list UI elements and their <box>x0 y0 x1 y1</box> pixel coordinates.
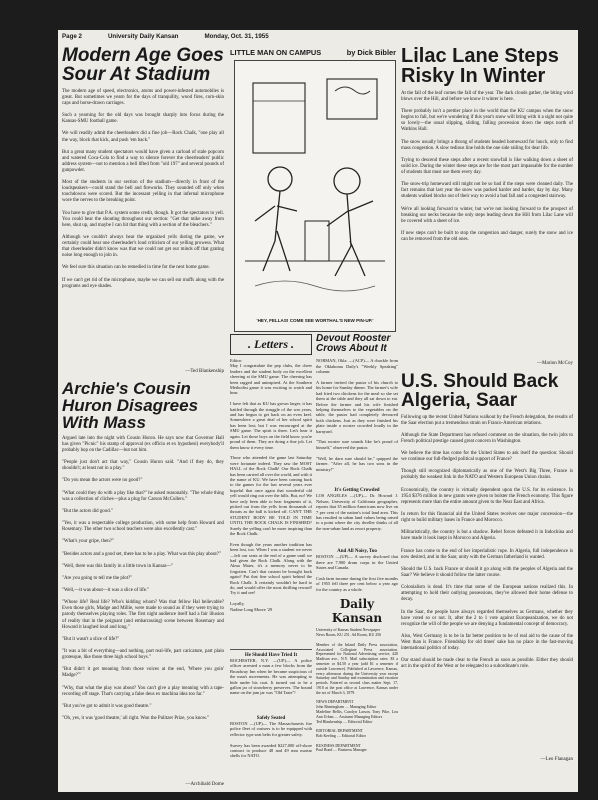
article-rooster-body: NORMAN, Okla. —(ACP)— A chuckle from the Oklahoma Daily's "Weekly Speaking" column: A farmer invited the pastor of his church to his home for Sunday dinner. The farmer's wife had fried two chickens for the meal so she set them at the table and they all sat down to eat. Before the farmer and his wife finished helping themselves to the vegetables on the table, the pastor had completely devoured both chickens. Just as they were finished his plate inside a rooster crowded loudly in the barnyard. "That rooster sure sounds like he's proud of himself," observed the pastor. "Well, he darn sure should be," quipped the farmer. "After all, he has two sons in the ministry!" <box>316 358 398 472</box>
news-crowded-body: LOS ANGELES —(UP)— Dr. Howard J. Nelson, University of California geographer, reports that 35 million Americans now live on 7 per cent of the nation's total land area. This has resulted in urban land values being raised to a point where the city dweller thinks of all the non-urban land as resort property. <box>316 493 400 531</box>
article-modern-age-body: The modern age of speed, electronics, atoms and power-infested automobiles is great. But sometimes we yearn for the days of tranquility, wood fires, corn-skin caps and horse-drawn carriages. Such a yearning for the old days was brought sharply into focus during the Kansas-SMU football game. We will readily admit the cheerleaders did a fine job—Rock Chalk, "one play all the way, block that kick, and push 'em back." But a great many student spectators would have given a carload of stale popcorn and watered Coca-Cola to find a way to silence forever the cheerleaders' public address system—not to mention a bell lifted from "old 197" and several pounds of gunpowder. Most of the students in our section of the stadium—directly in front of the loudspeakers—could stand the bell and fireworks. They sounded off only when touchdowns were scored. But the incessant yelling in that infernal microphone wore the nerves to the breaking point. You have to give that P.A. system some credit, though. It got the spectators to yell. You could hear the shouting throughout our section: "Get that mike away from here, shut up, and maybe I can hit that thing with a section of the bleachers." Although we couldn't always hear the organized yells during the game, we certainly could hear one cheerleader's loud criticism of our yelling prowess. What that cheerleader didn't know was that we could not get our minds off that grating noise long enough to join in. We feel sure this situation can be remedied in time for the next home game. If we can't get rid of the microphone, maybe we can sell ear muffs along with the programs and eye shades. <box>62 88 224 289</box>
byline-mccoy: —Marion McCoy <box>537 360 573 366</box>
article-algeria-saar-body: Following up the recent United Nations walkout by the French delegation, the results of the Saar election put a tremendous strain on Franco-American relations. Although the State Department has refused comment on the situation, the twin jolts to French political prestige caused great concern in Washington. We believe the time has come for the United States to ask itself the question: Should we continue our full-fledged political support of France? Though still recognized diplomatically as one of the West's Big Three, France is probably the weakest link in the NATO and Western European Union chains. Economically, the country is virtually dependent upon the U.S. for its existence. In 1954 $376 million in new grants were given to bolster the French economy. This figure represents more than the entire amount given to the Near East and Africa. In return for this financial aid the United States receives one major concession—the right to build military bases in France and Morocco. Militaristically, the country is but a shadow. Rebel forces defeated it in Indochina and have made it look inept in Morocco and Algeria. France has come to the end of her imperialistic rope. In Algeria, full independence is now desired, and in the Saar, unity with the German fatherland is wanted. Should the U.S. back France or should it go along with the peoples of Algeria and the Saar? We believe it should follow the latter course. Colonialism is dead. It's time that some of the European nations realized this. In attempting to hold their outlying possessions, they've allowed their home defense to decay. In the Saar, the people have always regarded themselves as Germans, whether they have voted so or not. It, after the 2 to 1 vote against Europeanization, we do not recognize the will of the people we are denying a fundamental concept of democracy. Also, West Germany is to be in far better position to be of real aid to the cause of the West than is France. Friendship for old times' sake has no place in the fast-moving international politics of today. Our stand should be made clear to the French as soon as possible. Either they should act in the spirit of the West or be relegated to a subordinate's role. <box>401 414 573 670</box>
cartoon-header <box>230 46 396 58</box>
kansan-logo: Daily Kansan <box>331 597 383 626</box>
cartoon-title: LITTLE MAN ON CAMPUS <box>230 47 322 57</box>
news-headline-tried-it: He Should Have Tried It <box>244 653 298 658</box>
column-right <box>401 46 573 790</box>
paper-name: University Daily Kansan <box>107 33 179 40</box>
newspaper-page <box>58 30 578 792</box>
cartoon-artist: by Dick Bibler <box>346 47 396 57</box>
column-left <box>62 46 224 790</box>
divider <box>230 649 312 650</box>
letters-body: Editor: May I congratulate the pep clubs, the cheer leaders and the student body on the excellent cheering at the SMU game. The cheering has been ragged and uninspired. At the Southern Methodist game it was exciting to watch and hear. I have felt that as KU has grown larger, it has battled through the struggle of the war years, and has begun to get back on an even keel. Somewhere a great deal of her school spirit has been lost; but I was encouraged at the SMU game. The spirit is there. Let's hear it again. Let those boys on the field know you're proud of them. They are doing a fine job. Let them know it every time. Those who attended the game last Saturday were fortunate indeed. They saw the MOST HALL of the Rock Chalk! Our Rock Chalk has been carried all over the world, and with it the name of KU. We have been coming back to the games for the last several years ever hopeful that once again that wonderful old yell would ring out over the hills. But, no! We have only been able to hear fragments of it, picked out from the yells from thousands of throats as the ball is kicked off. CAN'T THE STUDENT BODY BE TOLD IN TIME UNTIL THE ROCK CHALK IS FINISHED? Surely the yelling can't be more inspiring than the Rock Chalk. Even though the years another tradition has been lost, too. When I was a student we never—left our seats at the end of a game until we had given the Rock Chalk. Along with the Alma Mater, it's a memory never to be forgotten. Can't that custom be brought back again? Put that fine school spirit behind the Rock Chalk. It certainly wouldn't be hard to do, and would offer the most thrilling reward! Try it and see! Loyally, Nadine Long Moore '29 <box>230 358 312 612</box>
headline-modern-age: Modern Age Goes Sour At Stadium <box>62 45 224 86</box>
headline-archie: Archie's Cousin Huron Disagrees With Mass <box>62 378 199 433</box>
column-rooster <box>316 334 398 790</box>
cartoon-caption: 'HEY, FELLAS! COME SEE WORTHAL'S NEW PIN-UP.' <box>256 318 374 323</box>
news-headline-safely-seated: Safely Seated <box>256 716 286 721</box>
article-lilac-lane-body: At the fall of the leaf comes the fall of the year. The dark clouds gather, the biting wind blows over the Hill, and before we know it winter is here. There probably isn't a prettier place in the world than the KU campus when the snow begins to fall, but we're wondering if this year's snow will bring with it a sight not quite so lovely—the usual slipping, sliding, falling procession down the steps north of Watkins Hall. The snow usually brings a throng of students headed homeward for lunch, only to find mass congestion. A slow tedious line holds the one side railing for dear life. Trying to descend these steps after a recent snowfall is like walking down a sheet of solid ice. During the winter these steps are for the most part impassable for the number of students that must use them every day. The snow-trip homeward still might not be so bad if the steps were cleaned daily. The fact remains that last year the snow was packed harder and harder, day by day. Many students walked blocks out of their way to avoid a bad fall and a congested stairway. We're all looking forward to winter, but we're not looking forward to the prospect of breaking our necks because the only steps leading down the Hill from Lilac Lane will be covered with a sheet of ice. If new steps can't be built to stop the congestion and danger, surely the snow and ice can be removed from the old ones. <box>401 90 573 243</box>
byline-blankenship: —Ted Blankenship <box>185 368 224 374</box>
staff-box: University of Kansas Student Newspaper News Room, KU 251. Ad Room, KU 256 Member of the Inland Daily Press association, Associated Collegiate Press association. Represented for National Advertising service, 420 Madison ave., N.Y. Mail subscription rates: $3 a semester or $4.50 a year (add $1 a semester if outside Lawrence). Published at Lawrence, Kansas, every afternoon during the University year except Saturday and Sunday and examination and vacation periods. Entered as second class matter Sept. 17, 1910 at the post office at Lawrence, Kansas under the act of March 3, 1879. NEWS DEPARTMENT John Birmingham .... Managing Editor Madeline Bellis, Carolyn Larson, Tony Pike, Lou Ann Urban .... Assistant Managing Editors Ted Blankenship .... Editorial Editor EDITORIAL DEPARTMENT Bob Keeling .... Editorial Editor BUSINESS DEPARTMENT Paul Bond .... Business Manager <box>316 628 398 753</box>
headline-rooster: Devout Rooster Crows About It <box>316 333 391 355</box>
issue-date: Monday, Oct. 31, 1955 <box>204 33 269 40</box>
page-masthead <box>62 33 574 43</box>
column-letters <box>230 334 312 790</box>
cartoon-panel <box>234 60 396 332</box>
headline-algeria-saar: U.S. Should Back Algeria, Saar <box>401 370 559 412</box>
news-noisy-body: BOSTON —(UP)— A survey disclosed that there are 7,900 drum corps in the United States and Canada. Cash farm income during the first five months of 1955 fell three per cent below a year ago for the country as a whole. <box>316 554 398 592</box>
page-number: Page 2 <box>62 33 82 40</box>
cartoon-drawing <box>235 61 395 331</box>
article-archie-body: Argued late into the night with Cousin Huron. He says now that Governor Hall has given "Picnic" his stamp of approval (ex officio et ex hypothesi) everybody'll probably hop on the Cadillac—but not him. "People just don't act that way," Cousin Huron said. "And if they do, they shouldn't; at least not in a play." "Do you mean the actors were no good?" "What could they do with a play like that?" he asked reasonably. "The whole thing was a collection of cliches—plus a plug for Carson McCullers." "But the actors did good." "Yes, it was a respectable college production, with some help from Howard and Rosemary. The other two school teachers were also excellently cast." "What's your gripe, then?" "Besides actors and a good set, there has to be a play. What was this play about?" "Well, there was this family in a little town in Kansas—" "Are you going to tell me the plot?" "Well,—it was about—it was a slice of life." "Whose life? Real life? Who's kidding whom? Was that fellow Hal believable? Even those girls, Madge and Millie, were made to sound as if they were trying to parody themselves playing roles. The first night audience itself had a fair illusion of reality that in the poignant (and embarrassing) scene between Rosemary and Howard it laughed loud and long." "But it wasn't a slice of life?" "It was a bit of everything—and nothing, part real-life, part caricature, part plain grotesque, like those three high school boys." "But didn't it get meaning from those voices at the end, 'Where you goin' Madge?'" "Why, that what the play was about? You can't give a play meaning with a tape-recording off stage. That's carrying a false deus ex machina idea too far." "But you've got to admit it was good theatre." "Oh, yes, it was 'good theatre,' all right. Won the Pulitzer Prize, you know." <box>62 435 224 722</box>
news-headline-noisy: And All Noisy, Too <box>337 549 377 555</box>
headline-lilac-lane: Lilac Lane Steps Risky In Winter <box>401 45 559 88</box>
news-tried-it-body: ROCHESTER, N.Y. —(UP)— A police officer arrested a man a few blocks from the Broadway Inn when he became suspicious of the man's movements. He was attempting to hide under his coat. It turned out to be a gallon jar of strawberry preserves. The bound name on the jam jar was "Old Taste"! <box>230 658 314 696</box>
byline-flanagan: —Leo Flanagan <box>540 756 573 762</box>
byline-dome: —Archibald Dome <box>185 781 224 787</box>
letters-headline: . Letters . <box>230 334 312 355</box>
news-headline-crowded: It's Getting Crowded <box>334 488 380 494</box>
news-safely-seated-body: BOSTON —(UP)— The Massachusetts fire police fleet of cruisers is to be equipped with reflector type seat belts for greater safety. Survey has been awarded $227,000 off-shore contract to produce 48 and 49 mm mortar shells for NATO. <box>230 721 312 759</box>
